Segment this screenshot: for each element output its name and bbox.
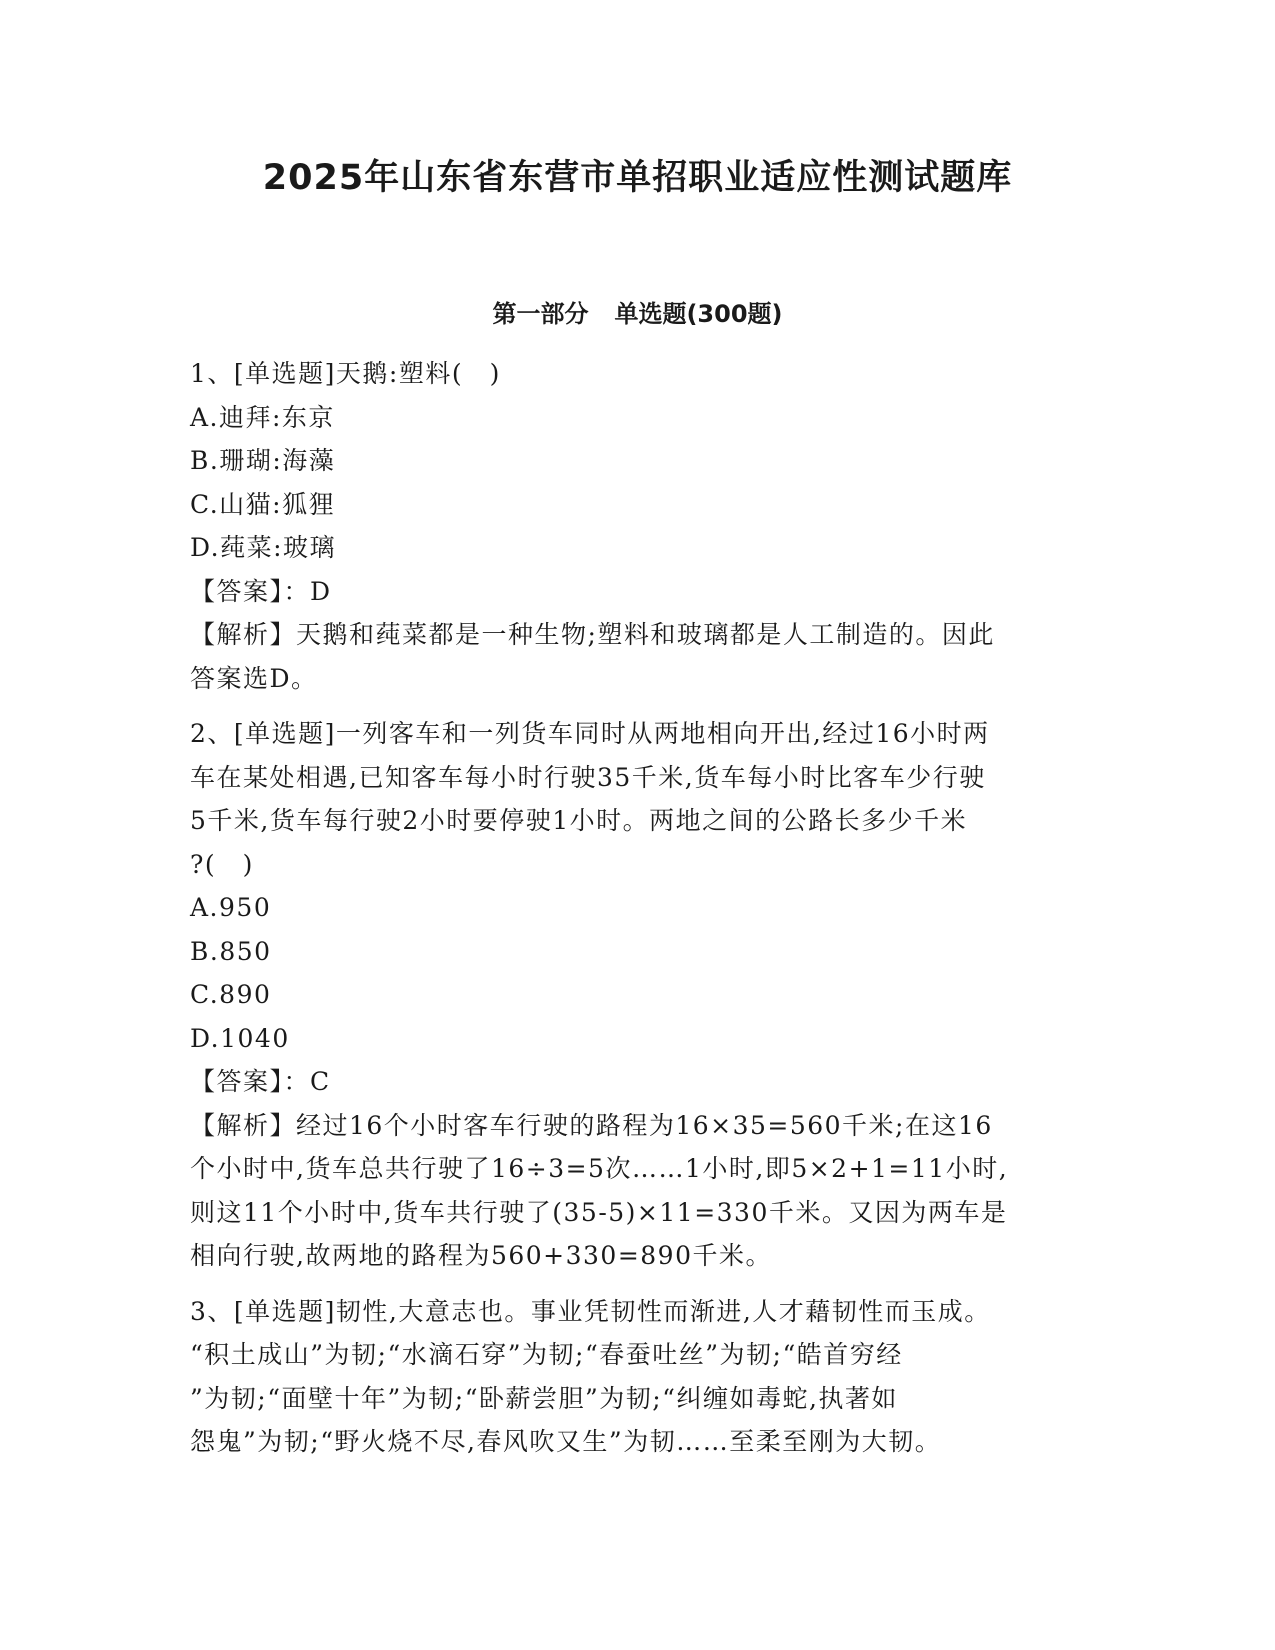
question-1-option-c: C.山猫:狐狸 xyxy=(190,489,336,519)
question-1-analysis-line-2: 答案选D。 xyxy=(190,663,318,693)
question-2-option-a: A.950 xyxy=(190,893,272,922)
question-2-analysis-line-3: 则这11个小时中,货车共行驶了(35-5)×11=330千米。又因为两车是 xyxy=(190,1197,1008,1227)
section-name: 单选题(300题) xyxy=(614,300,783,328)
question-1-answer: 【答案】：D xyxy=(190,576,332,606)
question-3-line-2: “积土成山”为韧;“水滴石穿”为韧;“春蚕吐丝”为韧;“皓首穷经 xyxy=(190,1340,903,1369)
question-2-analysis-line-2: 个小时中,货车总共行驶了16÷3=5次……1小时,即5×2+1=11小时, xyxy=(190,1154,1009,1183)
question-1-option-a: A.迪拜:东京 xyxy=(190,402,335,432)
question-3-line-1: 3、[单选题]韧性,大意志也。事业凭韧性而渐进,人才藉韧性而玉成。 xyxy=(190,1296,991,1326)
question-1 xyxy=(190,352,1090,700)
question-3-line-4: 怨鬼”为韧;“野火烧不尽,春风吹又生”为韧……至柔至刚为大韧。 xyxy=(190,1427,942,1456)
question-2-line-1: 2、[单选题]一列客车和一列货车同时从两地相向开出,经过16小时两 xyxy=(190,719,990,748)
section-part: 第一部分 xyxy=(492,300,589,328)
question-2-line-2: 车在某处相遇,已知客车每小时行驶35千米,货车每小时比客车少行驶 xyxy=(190,762,986,792)
question-2-answer: 【答案】：C xyxy=(190,1067,331,1096)
question-2-line-3: 5千米,货车每行驶2小时要停驶1小时。两地之间的公路长多少千米 xyxy=(190,806,968,835)
question-2 xyxy=(190,712,1090,1278)
question-2-analysis-line-4: 相向行驶,故两地的路程为560+330=890千米。 xyxy=(190,1241,772,1270)
question-2-option-c: C.890 xyxy=(190,980,272,1009)
section-heading xyxy=(0,294,1275,329)
question-2-option-d: D.1040 xyxy=(190,1023,290,1053)
document-title: 2025年山东省东营市单招职业适应性测试题库 xyxy=(262,158,1013,198)
question-2-analysis-line-1: 【解析】经过16个小时客车行驶的路程为16×35=560千米;在这16 xyxy=(190,1110,993,1140)
question-2-option-b: B.850 xyxy=(190,936,272,966)
question-1-analysis-line-1: 【解析】天鹅和莼菜都是一种生物;塑料和玻璃都是人工制造的。因此 xyxy=(190,620,995,649)
question-list xyxy=(190,352,1090,1476)
question-1-option-d: D.莼菜:玻璃 xyxy=(190,533,337,562)
question-1-option-b: B.珊瑚:海藻 xyxy=(190,446,336,475)
question-3-line-3: ”为韧;“面壁十年”为韧;“卧薪尝胆”为韧;“纠缠如毒蛇,执著如 xyxy=(190,1383,898,1413)
question-2-line-4: ?( ) xyxy=(190,849,254,879)
question-3 xyxy=(190,1290,1090,1464)
question-1-line-1: 1、[单选题]天鹅:塑料( ) xyxy=(190,359,501,388)
